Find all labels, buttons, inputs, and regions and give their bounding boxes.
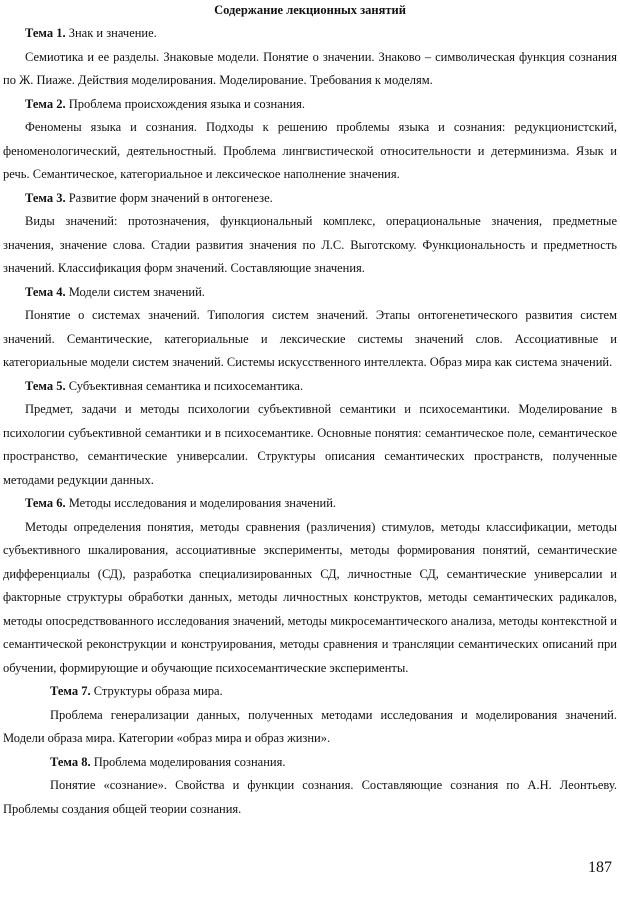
- topic-paragraph-5: Предмет, задачи и методы психологии субъективной семантики и психосемантики. Моделирование в психологии субъективной семантики и в психосемантике. Основные понятия: семантическое поле, семантическое пространство, семантические универсалии. Структуры описания семантических пространств, полученные методами редукции данных.: [3, 402, 617, 487]
- topic-name: Методы исследования и моделирования значений.: [68, 496, 337, 510]
- topic-label: Тема 8.: [50, 754, 91, 769]
- topic-label: Тема 1.: [25, 26, 66, 40]
- topic-label: Тема 4.: [25, 284, 66, 299]
- topic-label: Тема 3.: [25, 190, 66, 205]
- topic-name: Проблема происхождения языка и сознания.: [68, 96, 306, 111]
- topic-paragraph-2: Феномены языка и сознания. Подходы к решению проблемы языка и сознания: редукционистский, феноменологический, деятельностный. Проблема лингвистической относительности и детерминизма. Язык и речь. Семантическое, категориальное и лексическое наполнение значения.: [3, 120, 617, 181]
- topic-name: Структуры образа мира.: [93, 684, 223, 698]
- topic-paragraph-4: Понятие о системах значений. Типология систем значений. Этапы онтогенетического развития систем значений. Семантические, категориальные и лексические системы значений слов. Ассоциативные и категориальные модели систем значений. Системы искусственного интеллекта. Образ мира как система значений.: [3, 308, 617, 369]
- topic-paragraph-8: Понятие «сознание». Свойства и функции сознания. Составляющие сознания по А.Н. Леонтьеву. Проблемы создания общей теории сознания.: [3, 778, 617, 816]
- topic-paragraph-7: Проблема генерализации данных, полученных методами исследования и моделирования значений. Модели образа мира. Категории «образ мира и образ жизни».: [3, 707, 617, 745]
- page-title: Содержание лекционных занятий: [214, 3, 406, 17]
- topic-paragraph-6: Методы определения понятия, методы сравнения (различения) стимулов, методы классификации, методы субъективного шкалирования, ассоциативные эксперименты, методы формирования понятий, семантические дифференциалы (СД), разработка специализированных СД, личностные СД, семантические универсалии и факторные структуры обработки данных, методы личностных конструктов, методы семантических радикалов, методы опосредствованного исследования значений, методы микросемантического анализа, методы контекстной и семантической реконструкции и конструирования, методы сравнения и трансляции семантических описаний при обучении, формирующие и обучающие психосемантические эксперименты.: [3, 519, 617, 675]
- topic-name: Модели систем значений.: [68, 284, 205, 299]
- topic-heading-5: [3, 375, 617, 399]
- topic-heading-6: [3, 492, 617, 516]
- topic-heading-4: [3, 281, 617, 305]
- topic-heading-7: [3, 680, 617, 704]
- topic-name: Субъективная семантика и психосемантика.: [68, 378, 304, 393]
- topic-label: Тема 7.: [50, 684, 91, 698]
- topic-name: Знак и значение.: [68, 26, 157, 40]
- topic-name: Развитие форм значений в онтогенезе.: [68, 190, 273, 205]
- topic-label: Тема 2.: [25, 96, 66, 111]
- topic-paragraph-3: Виды значений: протозначения, функциональный комплекс, операциональные значения, предметные значения, значение слова. Стадии развития значения по Л.С. Выготскому. Функциональность и предметность значений. Классификация форм значений. Составляющие значения.: [3, 214, 617, 275]
- topic-paragraph-1: Семиотика и ее разделы. Знаковые модели. Понятие о значении. Знаково – символическая функция сознания по Ж. Пиаже. Действия моделирования. Моделирование. Требования к моделям.: [3, 49, 617, 87]
- topic-name: Проблема моделирования сознания.: [93, 754, 286, 769]
- page-number: 187: [588, 859, 612, 876]
- topic-label: Тема 6.: [25, 496, 66, 510]
- topic-heading-3: [3, 187, 617, 211]
- topic-heading-2: [3, 93, 617, 117]
- topic-heading-1: [3, 22, 617, 46]
- topic-heading-8: [3, 751, 617, 775]
- topic-label: Тема 5.: [25, 378, 66, 393]
